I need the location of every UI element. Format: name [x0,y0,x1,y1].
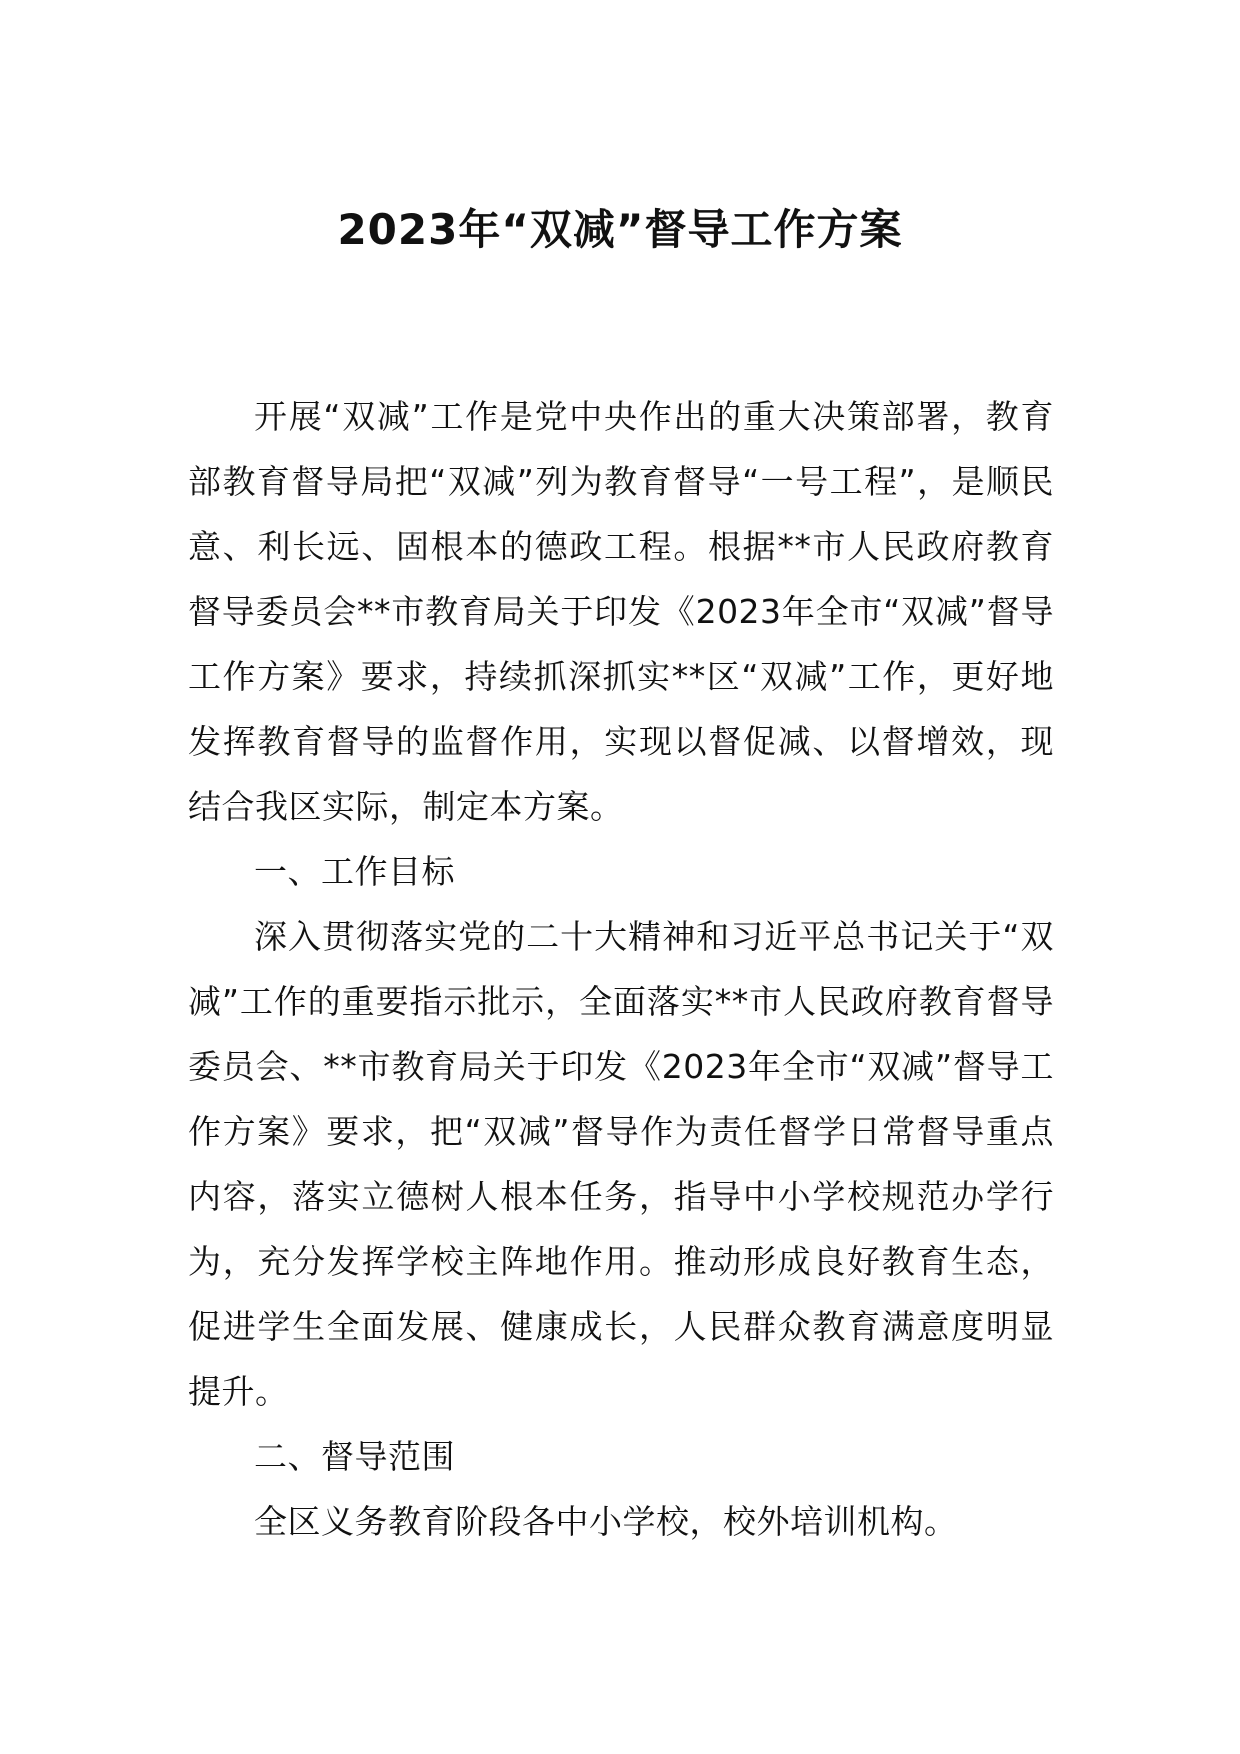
section-paragraph-goals: 深入贯彻落实党的二十大精神和习近平总书记关于“双减”工作的重要指示批示，全面落实**市人民政府教育督导委员会、**市教育局关于印发《2023年全市“双减”督导工作方案》要求，把“双减”督导作为责任督学日常督导重点内容，落实立德树人根本任务，指导中小学校规范办学行为，充分发挥学校主阵地作用。推动形成良好教育生态，促进学生全面发展、健康成长，人民群众教育满意度明显提升。 [188,917,1054,1411]
intro-paragraph: 开展“双减”工作是党中央作出的重大决策部署，教育部教育督导局把“双减”列为教育督导“一号工程”，是顺民意、利长远、固根本的德政工程。根据**市人民政府教育督导委员会**市教育局关于印发《2023年全市“双减”督导工作方案》要求，持续抓深抓实**区“双减”工作，更好地发挥教育督导的监督作用，实现以督促减、以督增效，现结合我区实际，制定本方案。 [188,397,1054,826]
document-body [188,384,1054,1554]
section-heading-goals: 一、工作目标 [254,852,455,891]
section-paragraph-scope: 全区义务教育阶段各中小学校，校外培训机构。 [254,1502,958,1541]
document-title: 2023年“双减”督导工作方案 [337,205,903,254]
section-heading-scope: 二、督导范围 [254,1437,455,1476]
